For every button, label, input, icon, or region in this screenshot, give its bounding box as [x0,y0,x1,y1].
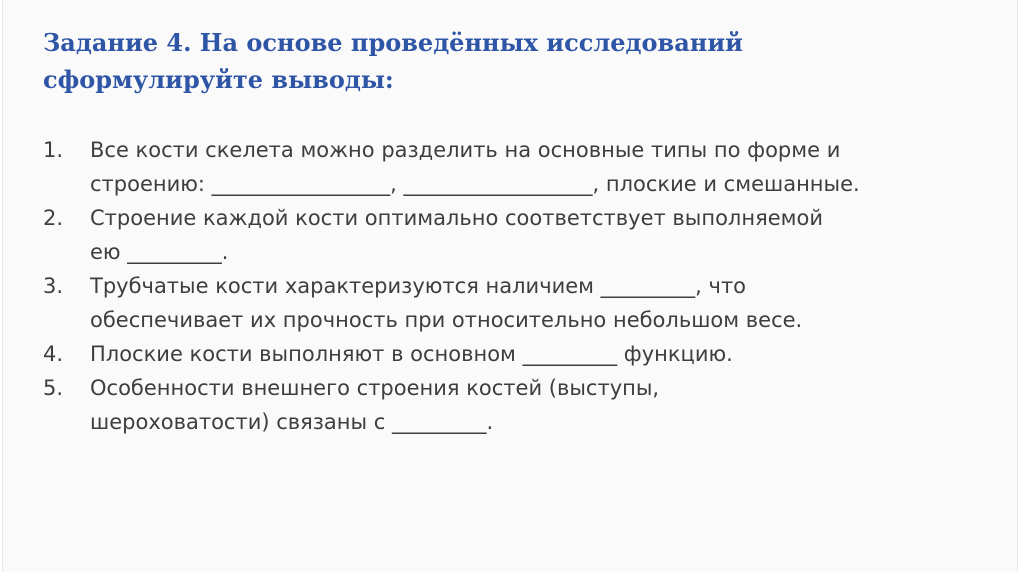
list-item-line: Плоские кости выполняют в основном _________ функцию. [90,342,733,366]
list-item-line: Строение каждой кости оптимально соответствует выполняемой [90,206,823,230]
list-item-number: 4. [43,342,64,366]
list-item-text [90,371,1003,439]
list-item [43,371,1003,439]
list-item-number: 5. [43,376,64,400]
list-item-line: Трубчатые кости характеризуются наличием _________, что [90,274,747,298]
list-item-line: Все кости скелета можно разделить на основные типы по форме и [90,138,841,162]
list-item [43,337,1003,371]
list-item-text [90,337,1003,371]
list-item-line: Особенности внешнего строения костей (выступы, [90,376,660,400]
list-item-line: строению: _________________, __________________, плоские и смешанные. [90,172,860,196]
conclusions-list [43,133,1003,439]
list-item-number: 2. [43,206,64,230]
list-item-line: шероховатости) связаны с _________. [90,410,494,434]
slide-title-line-1: Задание 4. На основе проведённых исследований [43,28,743,57]
list-item [43,269,1003,337]
list-item-text [90,269,1003,337]
slide-title [43,24,983,98]
list-item-number: 1. [43,138,64,162]
slide [2,0,1018,572]
list-item [43,201,1003,269]
list-item-line: ею _________. [90,240,229,264]
list-item-text [90,133,1003,201]
list-item-line: обеспечивает их прочность при относительно небольшом весе. [90,308,803,332]
list-item-number: 3. [43,274,64,298]
list-item-text [90,201,1003,269]
list-item [43,133,1003,201]
slide-title-line-2: сформулируйте выводы: [43,65,394,94]
